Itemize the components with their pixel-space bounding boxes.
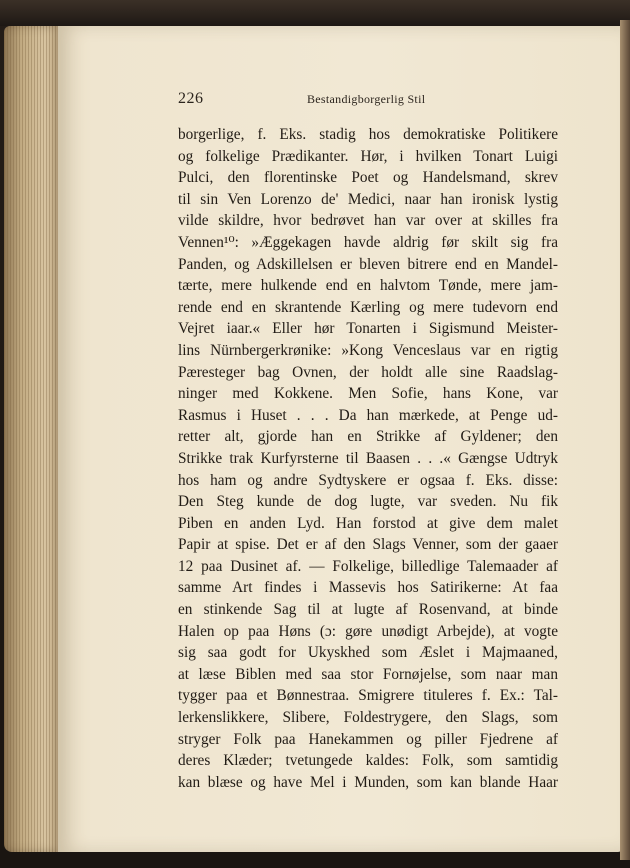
text-line: stryger Folk paa Hanekammen og piller Fjedrene af xyxy=(178,730,558,748)
book-cover-right-edge xyxy=(620,20,630,860)
text-line: Vejret iaar.« Eller hør Tonarten i Sigismund Meister- xyxy=(178,320,558,338)
text-line: lins Nürnbergerkrønike: »Kong Venceslaus var en rigtig xyxy=(178,341,558,359)
text-line: Vennen¹⁰: »Æggekagen havde aldrig før skilt sig fra xyxy=(178,233,558,251)
text-line: en stinkende Sag til at lugte af Rosenvand, at binde xyxy=(178,601,558,619)
text-line: tærte, mere hulkende end en halvtom Tønde, mere jam- xyxy=(178,277,558,295)
body-text xyxy=(178,124,558,793)
text-line: retter alt, gjorde han en Strikke af Gyldener; den xyxy=(178,428,558,446)
text-line: Panden, og Adskillelsen er bleven bitrere end en Mandel- xyxy=(178,255,558,273)
text-line: Den Steg kunde de dog lugte, var sveden. Nu fik xyxy=(178,493,558,511)
text-line: deres Klæder; tvetungede kaldes: Folk, som samtidig xyxy=(178,752,558,770)
text-line: rende end en skrantende Kærling og mere tudevorn end xyxy=(178,298,558,316)
text-line: ninger med Kokkene. Men Sofie, hans Kone, var xyxy=(178,385,558,403)
page-header xyxy=(122,90,562,110)
text-line: at læse Biblen med saa stor Fornøjelse, som naar man xyxy=(178,665,558,683)
text-line: kan blæse og have Mel i Munden, som kan blande Haar xyxy=(178,773,558,791)
text-line: Pæresteger bag Ovnen, der holdt alle sine Raadslag- xyxy=(178,363,558,381)
text-line: Pulci, den florentinske Poet og Handelsmand, skrev xyxy=(178,169,558,187)
book-cover-top xyxy=(0,0,630,26)
text-line: til sin Ven Lorenzo de' Medici, naar han ironisk lystig xyxy=(178,190,558,208)
running-head: Bestandigborgerlig Stil xyxy=(307,92,426,106)
text-line: tygger paa et Bønnestraa. Smigrere tituleres f. Ex.: Tal- xyxy=(178,687,558,705)
text-line: hos ham og andre Sydtyskere er ogsaa f. Eks. disse: xyxy=(178,471,558,489)
text-line: Piben en anden Lyd. Han forstod at give dem malet xyxy=(178,514,558,532)
page-block-edges xyxy=(4,26,62,852)
text-line: 12 paa Dusinet af. — Folkelige, billedlige Talemaader af xyxy=(178,557,558,575)
text-line: Halen op paa Høns (ɔ: gøre unødigt Arbejde), at vogte xyxy=(178,622,558,640)
text-line: lerkenslikkere, Slibere, Foldestrygere, den Slags, som xyxy=(178,709,558,727)
text-line: samme Art findes i Massevis hos Satirikerne: At faa xyxy=(178,579,558,597)
text-line: Rasmus i Huset . . . Da han mærkede, at Penge ud- xyxy=(178,406,558,424)
page-number: 226 xyxy=(178,90,204,107)
text-line: vilde skildre, hvor bedrøvet han var over at skilles fra xyxy=(178,212,558,230)
text-line: borgerlige, f. Eks. stadig hos demokratiske Politikere xyxy=(178,126,558,143)
text-line: Strikke trak Kurfyrsterne til Baasen . . .« Gængse Udtryk xyxy=(178,449,558,467)
text-line: Papir at spise. Det er af den Slags Venner, som der gaaer xyxy=(178,536,558,554)
text-line: og folkelige Prædikanter. Hør, i hvilken Tonart Luigi xyxy=(178,147,558,165)
text-line: sig saa godt for Ukyskhed som Æslet i Majmaaned, xyxy=(178,644,558,662)
